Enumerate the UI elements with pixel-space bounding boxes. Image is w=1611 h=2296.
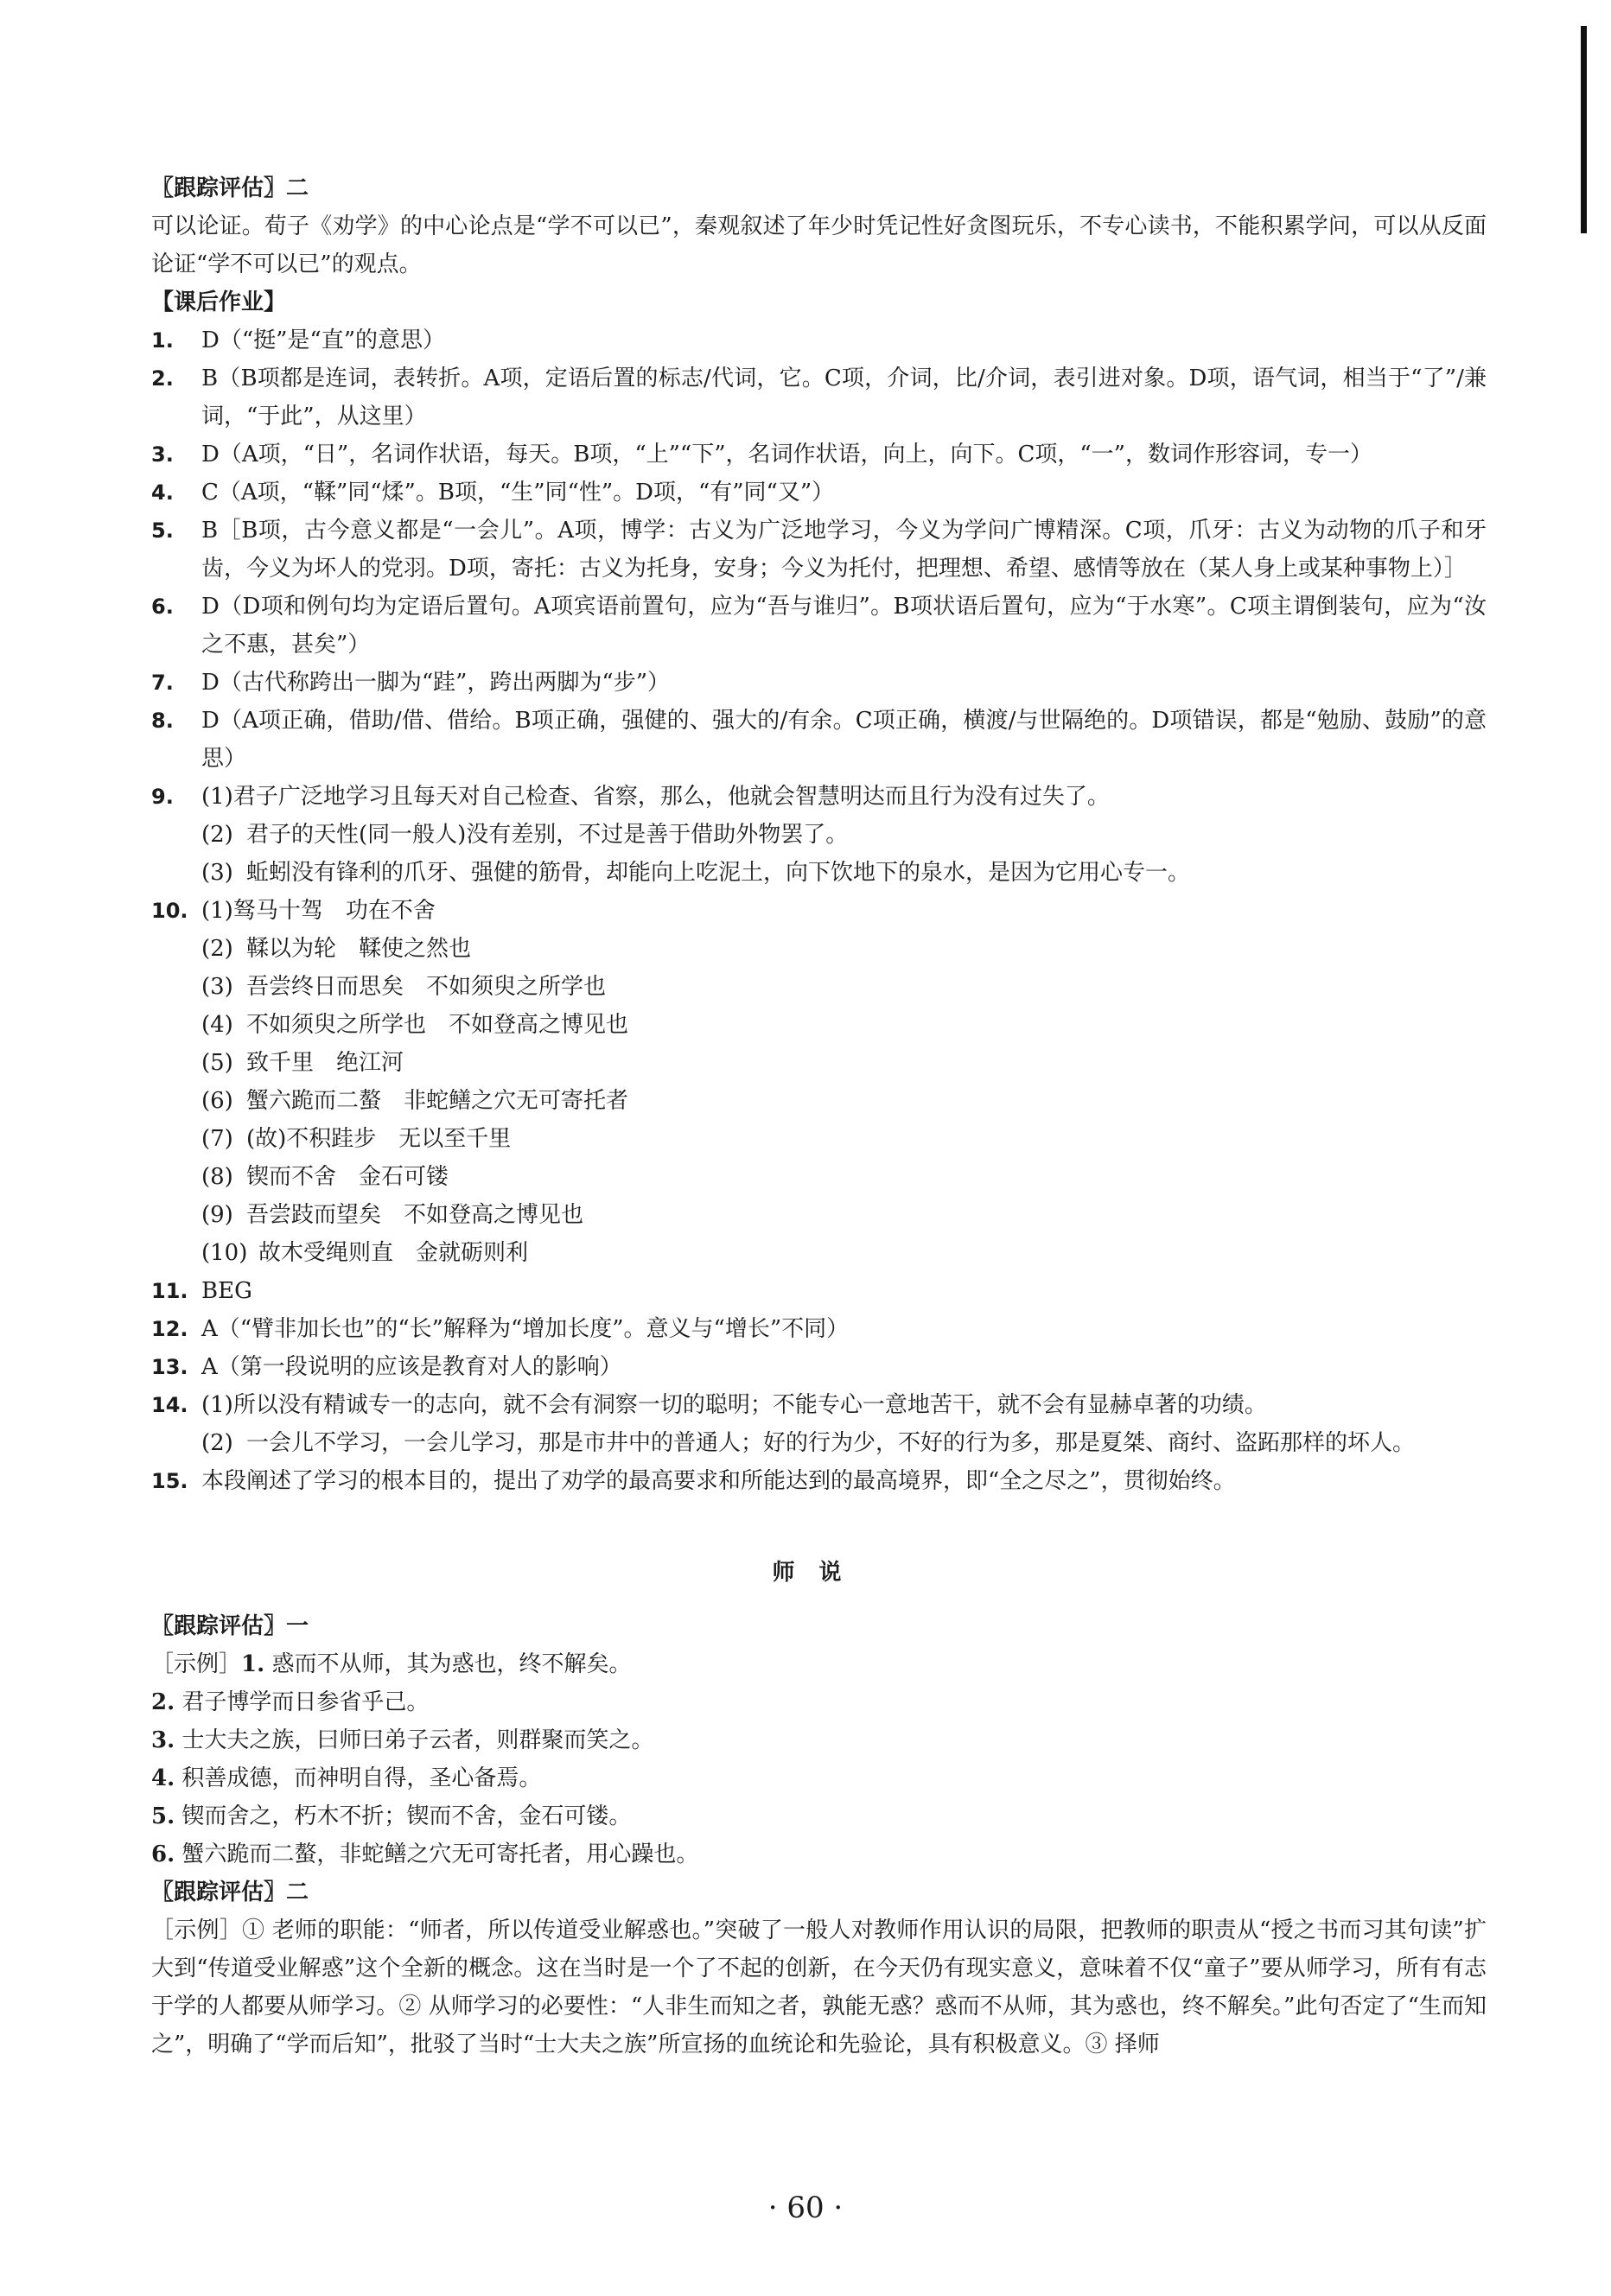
answer-item (151, 321, 1487, 359)
item-number: 7. (151, 671, 174, 695)
item-number: 13. (151, 1355, 188, 1379)
item-number: 4. (151, 1765, 175, 1791)
sub-label: (8) (201, 1164, 233, 1190)
item-number: 9. (151, 785, 174, 809)
item-text: D（A项，“日”，名词作状语，每天。B项，“上”“下”，名词作状语，向上，向下。C项，“一”，数词作形容词，专一） (201, 442, 1372, 467)
sub-label: (2) (201, 936, 233, 962)
item-text: 蟹六跪而二螯，非蛇鳝之穴无可寄托者，用心躁也。 (181, 1841, 699, 1867)
item-number: 3. (151, 1727, 175, 1753)
sub-item (151, 1196, 1487, 1234)
item-sub-first (201, 778, 1487, 816)
item-text: D（古代称跨出一脚为“跬”，跨出两脚为“步”） (201, 670, 671, 696)
example-label: ［示例］ (151, 1651, 242, 1677)
answer-item (151, 512, 1487, 588)
sub-label: (3) (201, 974, 233, 1000)
sub-item (151, 1424, 1487, 1462)
sub-item (151, 930, 1487, 968)
item-number: 3. (151, 442, 174, 467)
item-text: D（“挺”是“直”的意思） (201, 328, 446, 353)
homework-heading: 【课后作业】 (151, 289, 287, 315)
item-number: 11. (151, 1279, 188, 1303)
sub-text: 蟹六跪而二螯 非蛇鳝之穴无可寄托者 (246, 1088, 629, 1114)
sub-item (151, 816, 1487, 854)
tracking-text: ［示例］① 老师的职能：“师者，所以传道受业解惑也。”突破了一般人对教师作用认识的局限，把教师的职责从“授之书而习其句读”扩大到“传道受业解惑”这个全新的概念。这在当时是一个了不起的创新，在今天仍有现实意义，意味着不仅“童子”要从师学习，所有有志于学的人都要从师学习。② 从师学习的必要性：“人非生而知之者，孰能无惑？惑而不从师，其为惑也，终不解矣。”此句否定了“生而知之”，明确了“学而后知”，批驳了当时“士大夫之族”所宣扬的血统论和先验论，具有积极意义。③ 择师 (151, 1918, 1487, 2057)
answer-item (151, 664, 1487, 702)
answer-item (151, 702, 1487, 778)
sub-label: (2) (201, 822, 233, 848)
sub-label: (4) (201, 1012, 233, 1038)
answer-item (151, 436, 1487, 474)
item-text: 惑而不从师，其为惑也，终不解矣。 (271, 1651, 632, 1677)
sub-text: 驽马十驾 功在不舍 (232, 898, 436, 924)
sub-item (151, 1234, 1487, 1272)
sub-item (151, 1006, 1487, 1044)
item-text: 君子博学而日参省乎己。 (181, 1689, 430, 1715)
sub-label: (5) (201, 1050, 233, 1076)
item-number: 2. (151, 1689, 175, 1715)
item-number: 2. (151, 366, 174, 391)
item-text: 本段阐述了学习的根本目的，提出了劝学的最高要求和所能达到的最高境界，即“全之尽之”，贯彻始终。 (201, 1468, 1236, 1494)
sub-text: 一会儿不学习，一会儿学习，那是市井中的普通人；好的行为少，不好的行为多，那是夏桀、商纣、盗跖那样的坏人。 (246, 1430, 1416, 1456)
sub-label: (7) (201, 1126, 233, 1152)
item-text: C（A项，“鞣”同“煣”。B项，“生”同“性”。D项，“有”同“又”） (201, 480, 835, 506)
sub-text: 吾尝跂而望矣 不如登高之博见也 (246, 1202, 584, 1228)
item-sub-first (201, 892, 1487, 930)
tracking-heading: 〖跟踪评估〗二 (151, 175, 309, 201)
item-text: D（D项和例句均为定语后置句。A项宾语前置句，应为“吾与谁归”。B项状语后置句，应为“于水寒”。C项主谓倒装句，应为“汝之不惠，甚矣”） (201, 594, 1487, 658)
sub-text: 蚯蚓没有锋利的爪牙、强健的筋骨，却能向上吃泥土，向下饮地下的泉水，是因为它用心专一。 (246, 860, 1191, 886)
item-number: 5. (151, 1803, 175, 1829)
sub-label: (9) (201, 1202, 233, 1228)
example-first-line (151, 1645, 1487, 1683)
item-number: 5. (151, 518, 174, 543)
answer-page-content (151, 169, 1487, 2064)
sub-item (151, 854, 1487, 892)
item-text: B（B项都是连词，表转折。A项，定语后置的标志/代词，它。C项，介词，比/介词，表引进对象。D项，语气词，相当于“了”/兼词，“于此”，从这里） (201, 366, 1487, 429)
item-text: 士大夫之族，曰师曰弟子云者，则群聚而笑之。 (181, 1727, 654, 1753)
item-text: B［B项，古今意义都是“一会儿”。A项，博学：古义为广泛地学习，今义为学问广博精深。C项，爪牙：古义为动物的爪子和牙齿，今义为坏人的党羽。D项，寄托：古义为托身，安身；今义为托付，把理想、希望、感情等放在（某人身上或某种事物上）］ (201, 518, 1487, 582)
answer-item (151, 1797, 1487, 1835)
tracking-heading: 〖跟踪评估〗二 (151, 1879, 309, 1905)
sub-item (151, 1120, 1487, 1158)
answer-item-9 (151, 778, 1487, 816)
answer-item-10 (151, 892, 1487, 930)
sub-item (151, 1044, 1487, 1082)
item-number: 12. (151, 1317, 188, 1341)
item-number: 14. (151, 1393, 188, 1417)
item-sub-first (201, 1386, 1487, 1424)
sub-text: 君子广泛地学习且每天对自己检查、省察，那么，他就会智慧明达而且行为没有过失了。 (232, 784, 1110, 810)
page-edge-bar (1581, 26, 1587, 233)
answer-item (151, 474, 1487, 512)
answer-item (151, 1683, 1487, 1721)
item-number: 10. (151, 899, 188, 923)
answer-item (151, 1272, 1487, 1310)
item-number: 1. (151, 328, 174, 353)
page-number: · 60 · (767, 2191, 844, 2225)
sub-text: 不如须臾之所学也 不如登高之博见也 (246, 1012, 629, 1038)
answer-item (151, 1310, 1487, 1348)
item-number: 15. (151, 1469, 188, 1493)
item-text: BEG (201, 1278, 252, 1304)
sub-text: (故)不积跬步 无以至千里 (246, 1126, 512, 1152)
item-text: A（“臂非加长也”的“长”解释为“增加长度”。意义与“增长”不同） (201, 1316, 850, 1342)
item-text: A（第一段说明的应该是教育对人的影响） (201, 1354, 622, 1380)
answer-item (151, 1835, 1487, 1873)
item-number: 1. (241, 1651, 265, 1677)
sub-text: 所以没有精诚专一的志向，就不会有洞察一切的聪明；不能专心一意地苦干，就不会有显赫卓著的功绩。 (232, 1392, 1267, 1418)
sub-label: (1) (201, 1392, 233, 1418)
section-title: 师说 (772, 1560, 866, 1586)
sub-label: (1) (201, 898, 233, 924)
item-number: 8. (151, 709, 174, 733)
answer-item (151, 588, 1487, 664)
sub-label: (1) (201, 784, 233, 810)
sub-text: 鞣以为轮 鞣使之然也 (246, 936, 472, 962)
sub-text: 吾尝终日而思矣 不如须臾之所学也 (246, 974, 607, 1000)
answer-item-14 (151, 1386, 1487, 1424)
sub-text: 君子的天性(同一般人)没有差别，不过是善于借助外物罢了。 (246, 822, 849, 848)
tracking-text: 可以论证。荀子《劝学》的中心论点是“学不可以已”，秦观叙述了年少时凭记性好贪图玩乐，不专心读书，不能积累学问，可以从反面论证“学不可以已”的观点。 (151, 213, 1487, 277)
sub-item (151, 968, 1487, 1006)
item-text: D（A项正确，借助/借、借给。B项正确，强健的、强大的/有余。C项正确，横渡/与世隔绝的。D项错误，都是“勉励、鼓励”的意思） (201, 708, 1487, 772)
sub-label: (6) (201, 1088, 233, 1114)
sub-text: 锲而不舍 金石可镂 (246, 1164, 449, 1190)
item-number: 6. (151, 1841, 175, 1867)
sub-label: (2) (201, 1430, 233, 1456)
answer-item (151, 1759, 1487, 1797)
item-text: 锲而舍之，朽木不折；锲而不舍，金石可镂。 (181, 1803, 632, 1829)
sub-text: 致千里 绝江河 (246, 1050, 404, 1076)
sub-item (151, 1158, 1487, 1196)
answer-item (151, 1348, 1487, 1386)
answer-item-15 (151, 1462, 1487, 1500)
sub-item (151, 1082, 1487, 1120)
tracking-heading: 〖跟踪评估〗一 (151, 1613, 309, 1639)
sub-text: 故木受绳则直 金就砺则利 (258, 1240, 529, 1266)
item-number: 6. (151, 595, 174, 619)
sub-label: (10) (201, 1240, 248, 1266)
answer-item (151, 359, 1487, 436)
item-number: 4. (151, 480, 174, 505)
item-text: 积善成德，而神明自得，圣心备焉。 (181, 1765, 542, 1791)
answer-item (151, 1721, 1487, 1759)
sub-label: (3) (201, 860, 233, 886)
